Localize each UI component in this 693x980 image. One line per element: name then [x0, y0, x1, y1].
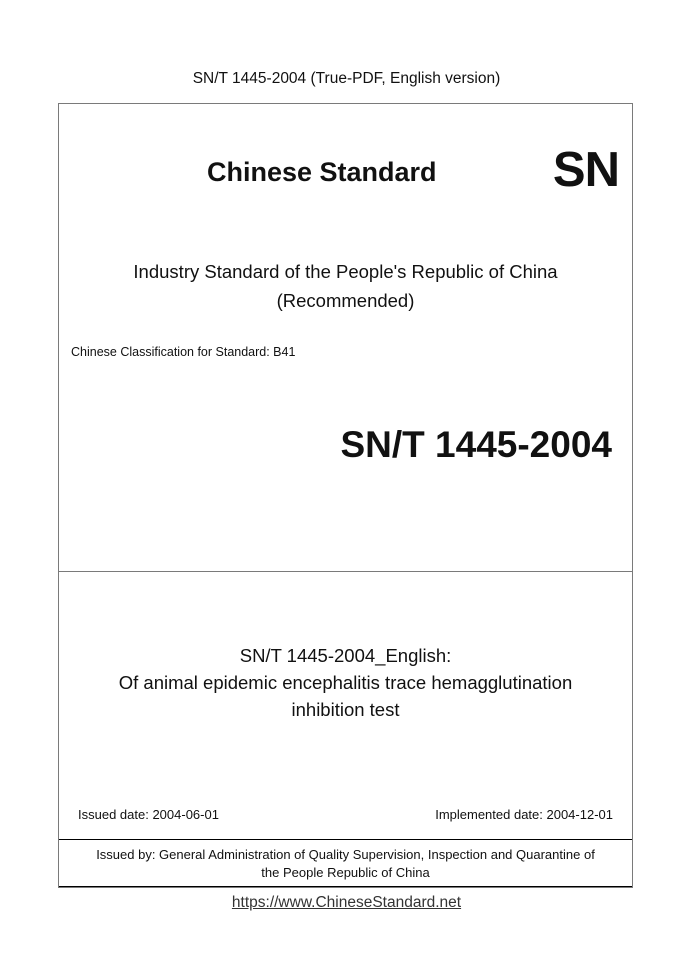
- english-title-line-2: Of animal epidemic encephalitis trace hemagglutination: [118, 672, 573, 693]
- cover-frame: [58, 103, 633, 888]
- issued-date: Issued date: 2004-06-01: [78, 807, 219, 822]
- implemented-date: Implemented date: 2004-12-01: [435, 807, 613, 822]
- english-title: [59, 642, 632, 723]
- industry-line-2: (Recommended): [276, 290, 415, 311]
- cover-middle-section: [59, 571, 632, 840]
- issuer-text: [67, 846, 624, 882]
- industry-line-1: Industry Standard of the People's Republic of China: [133, 261, 558, 282]
- classification-text: Chinese Classification for Standard: B41: [71, 345, 296, 359]
- standard-number: SN/T 1445-2004: [340, 424, 612, 465]
- issuer-line-2: the People Republic of China: [261, 865, 430, 880]
- issuer-line-1: Issued by: General Administration of Quality Supervision, Inspection and Quarantine of: [96, 847, 595, 862]
- standard-mark: SN: [552, 143, 619, 197]
- document-header: SN/T 1445-2004 (True-PDF, English version): [192, 70, 501, 87]
- industry-statement: [59, 257, 632, 315]
- english-title-line-1: SN/T 1445-2004_English:: [239, 645, 452, 666]
- english-title-line-3: inhibition test: [291, 699, 400, 720]
- cover-title: Chinese Standard: [207, 157, 437, 187]
- cover-top-section: [59, 104, 632, 572]
- website-link[interactable]: https://www.ChineseStandard.net: [231, 894, 462, 911]
- cover-issuer-section: [59, 839, 632, 887]
